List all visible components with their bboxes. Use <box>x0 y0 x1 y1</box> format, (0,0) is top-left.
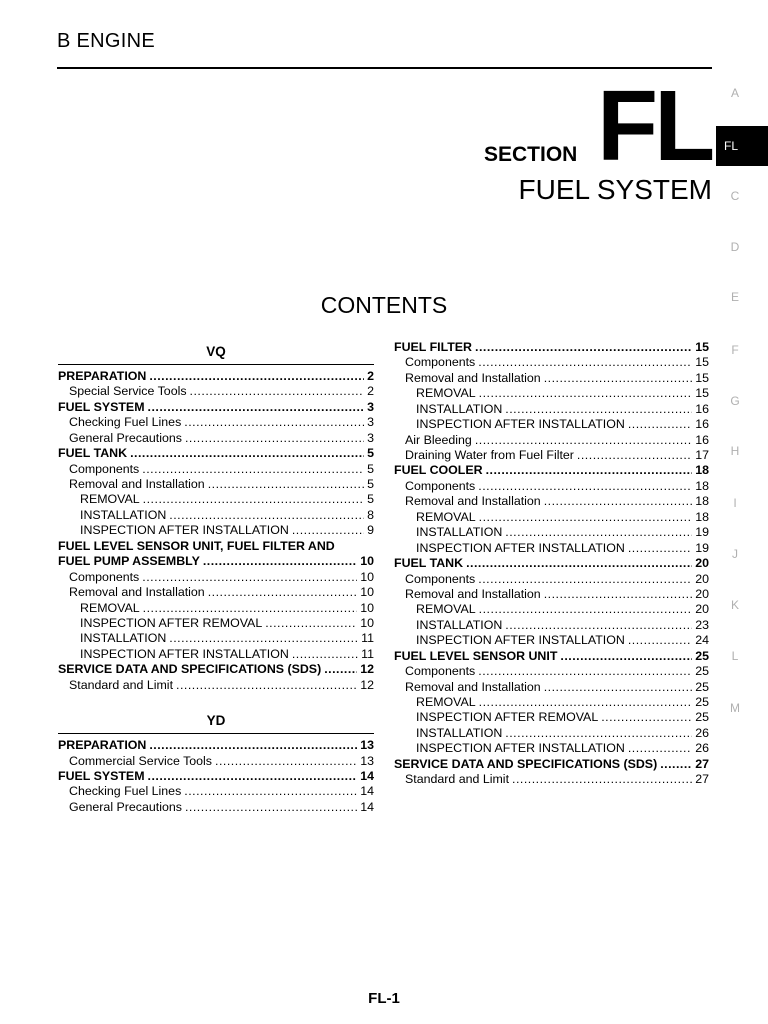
toc-entry-page: 16 <box>695 401 709 416</box>
leader-dots <box>143 601 358 616</box>
toc-entry-page: 26 <box>695 741 709 756</box>
toc-entry[interactable] <box>58 785 374 800</box>
toc-left-column <box>58 340 374 815</box>
toc-entry-title: SERVICE DATA AND SPECIFICATIONS (SDS) <box>58 662 322 677</box>
toc-entry-title: INSPECTION AFTER INSTALLATION <box>80 646 289 661</box>
leader-dots <box>184 415 364 430</box>
toc-entry-title: Components <box>69 569 140 584</box>
toc-entry[interactable] <box>58 647 374 662</box>
index-tab-m[interactable]: M <box>730 701 740 715</box>
leader-dots <box>169 631 358 646</box>
toc-entry-title: FUEL COOLER <box>394 463 483 478</box>
toc-entry-title: General Precautions <box>69 799 182 814</box>
toc-entry-page: 18 <box>695 478 709 493</box>
leader-dots <box>478 572 692 587</box>
leader-dots <box>185 800 357 815</box>
toc-entry-page: 18 <box>695 463 709 478</box>
toc-entry-page: 5 <box>367 492 374 507</box>
header-rule <box>57 67 712 69</box>
toc-entry[interactable] <box>394 618 709 633</box>
toc-entry-title: FUEL FILTER <box>394 339 473 354</box>
leader-dots <box>479 695 693 710</box>
toc-entry[interactable] <box>394 386 709 401</box>
toc-entry-title: PREPARATION <box>58 738 147 753</box>
toc-entry-title: INSPECTION AFTER REMOVAL <box>80 615 263 630</box>
toc-entry-page: 26 <box>695 725 709 740</box>
leader-dots <box>544 680 693 695</box>
toc-entry-title: INSTALLATION <box>416 725 503 740</box>
leader-dots <box>185 431 364 446</box>
toc-entry-page: 15 <box>695 386 709 401</box>
toc-entry-title: Checking Fuel Lines <box>69 415 182 430</box>
toc-entry-title: Standard and Limit <box>69 677 174 692</box>
leader-dots <box>478 479 692 494</box>
toc-entry-title: INSPECTION AFTER INSTALLATION <box>80 523 289 538</box>
toc-entry[interactable] <box>58 523 374 538</box>
leader-dots <box>479 510 693 525</box>
toc-entry-page: 20 <box>695 571 709 586</box>
toc-entry-page: 20 <box>695 556 709 571</box>
toc-entry[interactable] <box>58 431 374 446</box>
toc-entry-page: 15 <box>695 339 709 354</box>
toc-entry-page: 18 <box>695 509 709 524</box>
leader-dots <box>505 525 692 540</box>
leader-dots <box>148 400 365 415</box>
index-tab-f[interactable]: F <box>731 343 739 357</box>
toc-entry[interactable] <box>58 415 374 430</box>
toc-entry-page: 15 <box>695 370 709 385</box>
toc-entry-title: INSPECTION AFTER REMOVAL <box>416 710 599 725</box>
toc-entry-title: INSTALLATION <box>416 401 503 416</box>
yd-entries <box>58 738 374 815</box>
leader-dots <box>544 494 693 509</box>
leader-dots <box>486 463 693 478</box>
toc-entry-title: Components <box>405 571 476 586</box>
toc-entry[interactable] <box>58 493 374 508</box>
leader-dots <box>130 446 364 461</box>
index-tab-j[interactable]: J <box>732 547 738 561</box>
toc-entry[interactable] <box>394 680 709 695</box>
toc-entry[interactable] <box>394 649 709 664</box>
toc-entry-title: General Precautions <box>69 430 182 445</box>
toc-entry[interactable] <box>58 462 374 477</box>
toc-entry[interactable] <box>394 494 709 509</box>
toc-entry-title: Removal and Installation <box>69 477 205 492</box>
toc-entry[interactable] <box>394 525 709 540</box>
toc-entry-page: 10 <box>360 600 374 615</box>
toc-entry-page: 3 <box>367 415 374 430</box>
toc-entry[interactable] <box>394 695 709 710</box>
toc-entry[interactable] <box>58 508 374 523</box>
toc-entry-page: 16 <box>695 417 709 432</box>
toc-entry-page: 19 <box>695 540 709 555</box>
toc-entry-title: INSTALLATION <box>416 617 503 632</box>
vq-entries <box>58 369 374 539</box>
toc-entry[interactable] <box>394 417 709 432</box>
toc-entry[interactable] <box>394 711 709 726</box>
toc-entry[interactable] <box>394 556 709 571</box>
toc-entry-title: INSPECTION AFTER INSTALLATION <box>416 417 625 432</box>
toc-entry[interactable] <box>394 726 709 741</box>
toc-entry-title: Removal and Installation <box>405 586 541 601</box>
index-tab-e[interactable]: E <box>730 290 739 304</box>
toc-entry-page: 11 <box>361 646 374 661</box>
toc-entry[interactable] <box>58 631 374 646</box>
toc-entry-page: 8 <box>367 507 374 522</box>
toc-entry[interactable] <box>58 570 374 585</box>
leader-dots <box>184 784 357 799</box>
toc-entry[interactable] <box>58 585 374 600</box>
index-tab-a[interactable]: A <box>730 86 739 100</box>
toc-entry[interactable] <box>58 738 374 753</box>
toc-entry[interactable] <box>58 446 374 461</box>
toc-entry[interactable] <box>394 757 709 772</box>
toc-right-column <box>394 340 709 788</box>
leader-dots <box>149 738 357 753</box>
toc-entry-title: Components <box>405 355 476 370</box>
toc-entry-title: Standard and Limit <box>405 772 510 787</box>
toc-entry[interactable] <box>58 369 374 384</box>
toc-entry-title: REMOVAL <box>416 695 476 710</box>
toc-entry-title: Removal and Installation <box>405 370 541 385</box>
leader-dots <box>142 570 357 585</box>
toc-entry-wrap-line[interactable]: FUEL LEVEL SENSOR UNIT, FUEL FILTER AND <box>58 538 335 553</box>
leader-dots <box>475 340 692 355</box>
toc-entry-title: REMOVAL <box>416 509 476 524</box>
toc-entry-title: REMOVAL <box>80 492 140 507</box>
toc-entry[interactable] <box>58 769 374 784</box>
leader-dots <box>505 618 692 633</box>
group-heading-vq: VQ <box>206 344 226 359</box>
toc-entry[interactable] <box>58 754 374 769</box>
toc-entry-title: REMOVAL <box>80 600 140 615</box>
leader-dots <box>292 523 364 538</box>
toc-entry[interactable] <box>394 772 709 787</box>
leader-dots <box>601 710 692 725</box>
leader-dots <box>203 554 357 569</box>
section-title: FUEL SYSTEM <box>518 174 712 205</box>
leader-dots <box>190 384 365 399</box>
toc-entry-page: 15 <box>695 355 709 370</box>
toc-entry-page: 27 <box>695 756 709 771</box>
index-tab-i[interactable]: I <box>733 496 737 510</box>
leader-dots <box>628 541 692 556</box>
index-tab-c[interactable]: C <box>730 189 740 203</box>
toc-entry-title: Components <box>405 478 476 493</box>
toc-entry-title: Components <box>405 664 476 679</box>
toc-entry[interactable] <box>58 662 374 677</box>
toc-entry-title: Air Bleeding <box>405 432 472 447</box>
leader-dots <box>479 386 693 401</box>
toc-entry-page: 11 <box>361 631 374 646</box>
toc-entry[interactable] <box>58 554 374 569</box>
toc-entry-title: REMOVAL <box>416 386 476 401</box>
index-tab-l[interactable]: L <box>731 649 739 663</box>
toc-entry[interactable] <box>58 616 374 631</box>
leader-dots <box>176 678 357 693</box>
toc-entry-page: 5 <box>367 446 374 461</box>
toc-entry-title: FUEL SYSTEM <box>58 399 145 414</box>
leader-dots <box>169 508 364 523</box>
toc-entry[interactable] <box>394 633 709 648</box>
group-rule <box>58 364 374 365</box>
engine-heading: B ENGINE <box>57 30 155 52</box>
leader-dots <box>512 772 692 787</box>
toc-entry-page: 10 <box>360 585 374 600</box>
toc-entry-page: 14 <box>360 784 374 799</box>
toc-entry-page: 23 <box>695 617 709 632</box>
leader-dots <box>628 741 692 756</box>
toc-entry-title: FUEL PUMP ASSEMBLY <box>58 554 200 569</box>
toc-entry-title: Removal and Installation <box>405 494 541 509</box>
leader-dots <box>628 633 692 648</box>
toc-entry[interactable] <box>394 510 709 525</box>
toc-entry-page: 18 <box>695 494 709 509</box>
toc-entry-title: INSPECTION AFTER INSTALLATION <box>416 741 625 756</box>
toc-entry-page: 13 <box>360 738 374 753</box>
index-tab-fl[interactable]: FL <box>716 126 768 166</box>
toc-entry-title: FUEL TANK <box>394 556 464 571</box>
toc-entry-page: 13 <box>360 753 374 768</box>
toc-entry[interactable] <box>394 664 709 679</box>
leader-dots <box>148 769 358 784</box>
toc-entry[interactable] <box>394 541 709 556</box>
toc-entry-title: Checking Fuel Lines <box>69 784 182 799</box>
right-entries <box>394 340 709 788</box>
index-tab-h[interactable]: H <box>730 444 740 458</box>
toc-entry-page: 10 <box>360 615 374 630</box>
contents-title: CONTENTS <box>320 292 448 318</box>
toc-entry-page: 12 <box>360 662 374 677</box>
toc-entry[interactable] <box>394 741 709 756</box>
page-number: FL-1 <box>368 990 400 1007</box>
toc-entry-title: FUEL TANK <box>58 446 128 461</box>
toc-entry[interactable] <box>394 602 709 617</box>
toc-entry-title: INSPECTION AFTER INSTALLATION <box>416 633 625 648</box>
toc-entry-title: INSTALLATION <box>80 631 167 646</box>
toc-entry-page: 20 <box>695 602 709 617</box>
toc-entry[interactable] <box>394 479 709 494</box>
group-heading-yd: YD <box>206 713 226 729</box>
index-tab-k[interactable]: K <box>730 598 739 612</box>
index-tab-g[interactable]: G <box>730 394 740 408</box>
toc-entry-title: PREPARATION <box>58 368 147 383</box>
toc-entry-page: 24 <box>695 633 709 648</box>
toc-entry-page: 20 <box>695 586 709 601</box>
toc-entry-title: INSPECTION AFTER INSTALLATION <box>416 540 625 555</box>
leader-dots <box>560 649 692 664</box>
toc-entry[interactable] <box>394 464 709 479</box>
toc-entry-title: Removal and Installation <box>405 679 541 694</box>
toc-entry-page: 5 <box>367 477 374 492</box>
toc-entry-page: 2 <box>367 384 374 399</box>
toc-entry-title: Components <box>69 461 140 476</box>
leader-dots <box>660 757 692 772</box>
toc-entry-page: 2 <box>367 368 374 383</box>
leader-dots <box>544 587 693 602</box>
leader-dots <box>478 355 692 370</box>
toc-entry-title: FUEL LEVEL SENSOR UNIT <box>394 648 558 663</box>
leader-dots <box>143 492 364 507</box>
toc-entry-page: 25 <box>695 695 709 710</box>
toc-entry[interactable] <box>394 433 709 448</box>
leader-dots <box>215 754 357 769</box>
toc-entry-page: 25 <box>695 679 709 694</box>
toc-entry[interactable] <box>58 678 374 693</box>
toc-entry-title: Commercial Service Tools <box>69 753 212 768</box>
toc-entry-title: REMOVAL <box>416 602 476 617</box>
toc-entry-page: 25 <box>695 710 709 725</box>
toc-entry-page: 3 <box>367 399 374 414</box>
toc-entry-title: INSTALLATION <box>80 507 167 522</box>
toc-entry-page: 14 <box>360 769 374 784</box>
toc-entry-title: Draining Water from Fuel Filter <box>405 448 574 463</box>
index-tab-d[interactable]: D <box>730 240 740 254</box>
toc-entry[interactable] <box>394 371 709 386</box>
toc-entry[interactable] <box>58 400 374 415</box>
toc-entry-title: FUEL SYSTEM <box>58 769 145 784</box>
leader-dots <box>292 647 358 662</box>
toc-entry-page: 3 <box>367 430 374 445</box>
section-label: SECTION <box>484 143 578 166</box>
leader-dots <box>466 556 692 571</box>
leader-dots <box>505 402 692 417</box>
toc-entry-page: 17 <box>695 448 709 463</box>
toc-entry-page: 14 <box>360 799 374 814</box>
toc-entry-page: 25 <box>695 664 709 679</box>
toc-entry-page: 10 <box>360 554 374 569</box>
toc-entry-title: INSTALLATION <box>416 525 503 540</box>
toc-entry[interactable] <box>58 477 374 492</box>
leader-dots <box>479 602 693 617</box>
toc-entry[interactable] <box>58 384 374 399</box>
toc-entry[interactable] <box>58 601 374 616</box>
toc-entry-title: SERVICE DATA AND SPECIFICATIONS (SDS) <box>394 756 658 771</box>
toc-entry-page: 10 <box>360 569 374 584</box>
toc-entry-page: 5 <box>367 461 374 476</box>
toc-entry-page: 19 <box>695 525 709 540</box>
leader-dots <box>505 726 692 741</box>
toc-entry-page: 27 <box>695 772 709 787</box>
toc-entry[interactable] <box>394 587 709 602</box>
toc-entry[interactable] <box>394 448 709 463</box>
leader-dots <box>324 662 357 677</box>
toc-entry[interactable] <box>394 340 709 355</box>
toc-entry-page: 25 <box>695 648 709 663</box>
toc-entry[interactable] <box>394 572 709 587</box>
leader-dots <box>628 417 692 432</box>
leader-dots <box>142 462 364 477</box>
leader-dots <box>208 477 364 492</box>
leader-dots <box>577 448 692 463</box>
leader-dots <box>149 369 364 384</box>
toc-entry[interactable] <box>58 800 374 815</box>
leader-dots <box>265 616 357 631</box>
vq-entries-continued <box>58 554 374 693</box>
group-rule <box>58 733 374 734</box>
toc-entry-title: Special Service Tools <box>69 384 187 399</box>
toc-entry-page: 16 <box>695 432 709 447</box>
leader-dots <box>208 585 358 600</box>
section-code: FL <box>597 70 712 182</box>
leader-dots <box>475 433 692 448</box>
toc-entry-title: Removal and Installation <box>69 585 205 600</box>
toc-entry[interactable] <box>394 402 709 417</box>
toc-entry[interactable] <box>394 355 709 370</box>
leader-dots <box>544 371 693 386</box>
toc-entry-page: 12 <box>360 677 374 692</box>
leader-dots <box>478 664 692 679</box>
toc-entry-page: 9 <box>367 523 374 538</box>
